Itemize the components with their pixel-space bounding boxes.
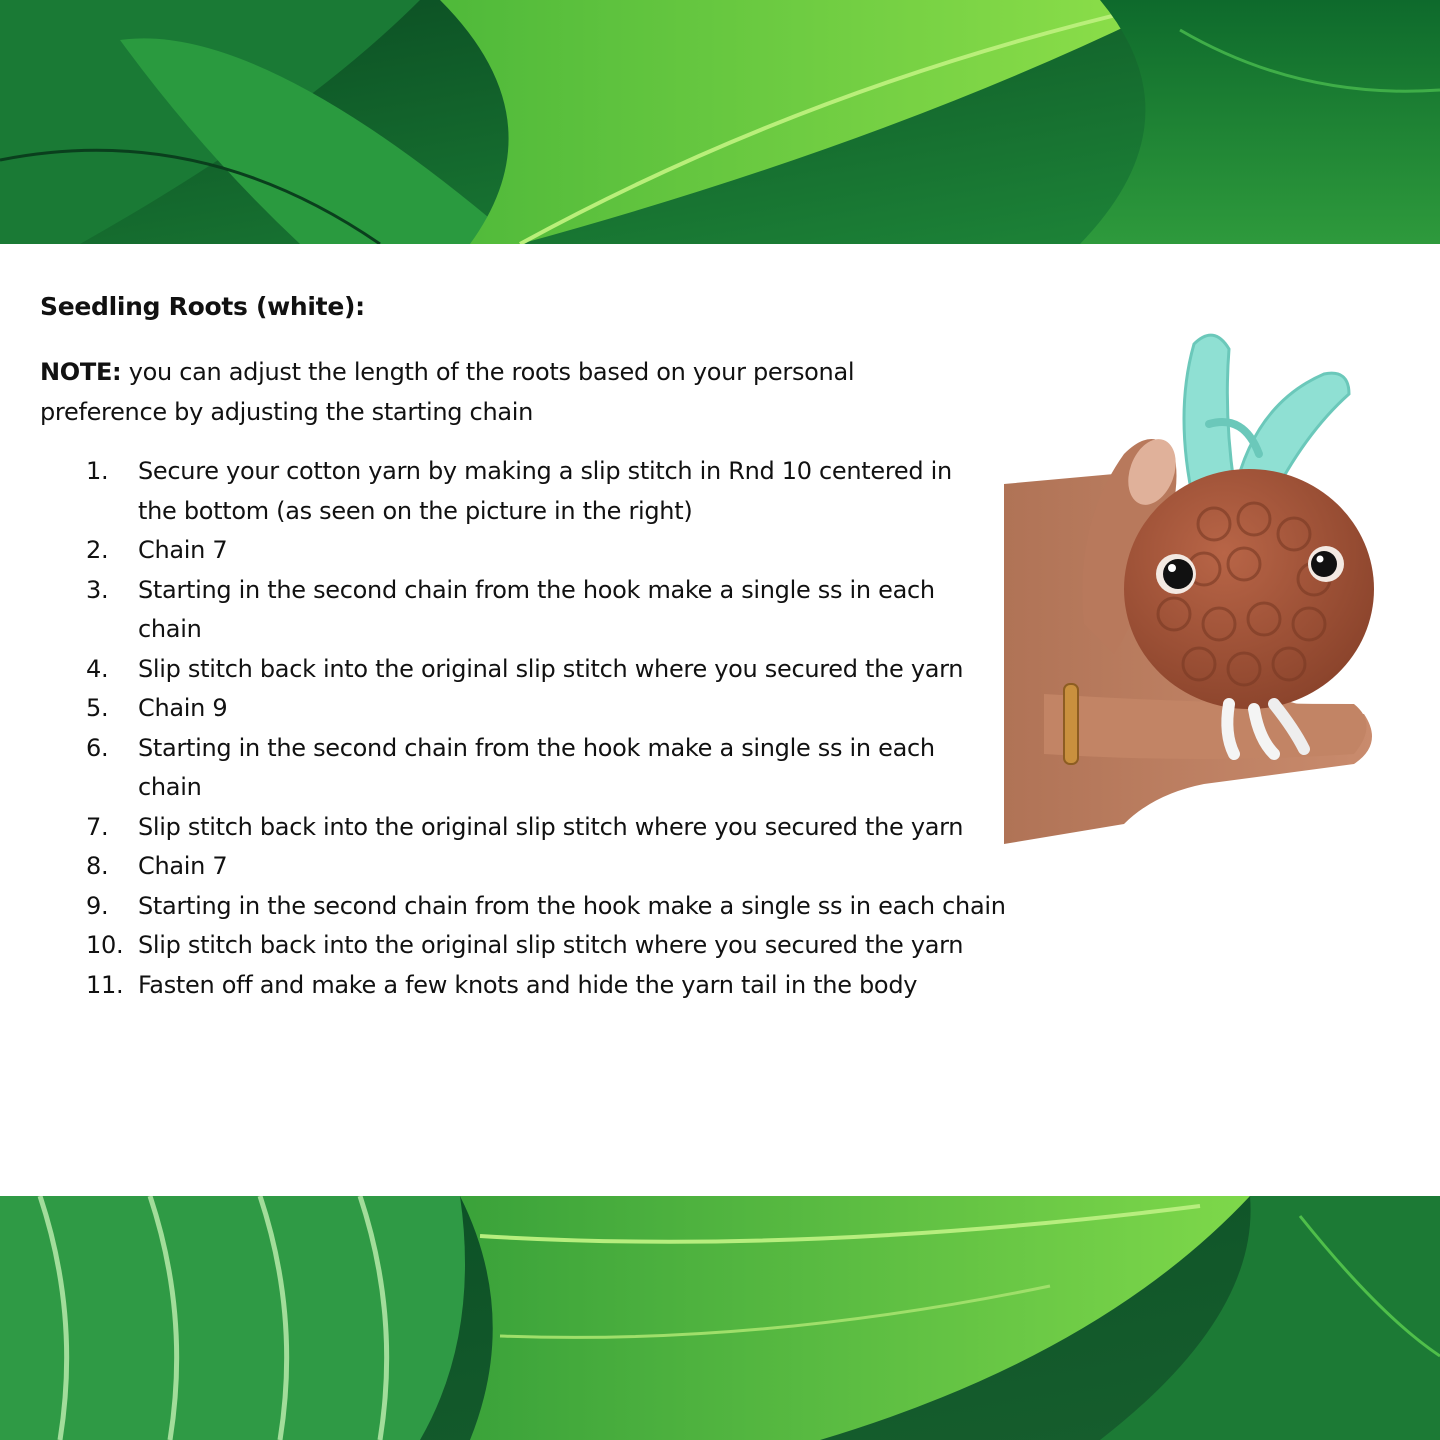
section-title: Seedling Roots (white): [40, 292, 365, 321]
step-text: Slip stitch back into the original slip stitch where you secured the yarn [138, 654, 964, 683]
step-text: Starting in the second chain from the hook make a single ss in each chain [138, 575, 935, 643]
step-number: 2. [86, 536, 109, 564]
step-number: 7. [86, 812, 109, 841]
list-item [86, 689, 1046, 729]
list-item [86, 808, 1046, 848]
step-number: 1. [86, 457, 109, 485]
note-label: NOTE: [40, 358, 122, 386]
step-number: 9. [86, 891, 109, 920]
step-text: Chain 7 [138, 852, 228, 880]
step-number: 4. [86, 654, 109, 683]
step-text: Slip stitch back into the original slip stitch where you secured the yarn [138, 931, 964, 959]
note-paragraph [40, 352, 920, 432]
list-item [86, 729, 1046, 808]
step-text: Slip stitch back into the original slip stitch where you secured the yarn [138, 812, 964, 841]
list-item [86, 966, 1046, 1006]
list-item [86, 531, 1046, 571]
leaf-background-bottom [0, 1196, 1440, 1440]
step-number: 11. [86, 970, 124, 999]
step-number: 5. [86, 694, 109, 722]
step-text: Secure your cotton yarn by making a slip stitch in Rnd 10 centered in the bottom (as seen on the picture in the right) [138, 457, 952, 525]
pattern-card [0, 244, 1440, 1196]
list-item [86, 452, 1046, 531]
seedling-plush-photo [1004, 324, 1404, 884]
list-item [86, 926, 1046, 966]
step-number: 8. [86, 852, 109, 880]
leaf-background-top [0, 0, 1440, 244]
step-number: 3. [86, 575, 109, 604]
step-number: 10. [86, 931, 124, 959]
step-text: Starting in the second chain from the hook make a single ss in each chain [138, 733, 935, 801]
step-text: Fasten off and make a few knots and hide the yarn tail in the body [138, 970, 918, 999]
note-text: you can adjust the length of the roots based on your personal preference by adjusting the starting chain [40, 358, 855, 426]
list-item [86, 650, 1046, 690]
instruction-steps [86, 452, 1046, 1005]
step-text: Chain 9 [138, 694, 228, 722]
step-text: Chain 7 [138, 536, 228, 564]
list-item [86, 847, 1046, 887]
step-number: 6. [86, 733, 109, 762]
list-item [86, 571, 1046, 650]
step-text: Starting in the second chain from the hook make a single ss in each chain [138, 891, 1006, 920]
list-item [86, 887, 1046, 927]
